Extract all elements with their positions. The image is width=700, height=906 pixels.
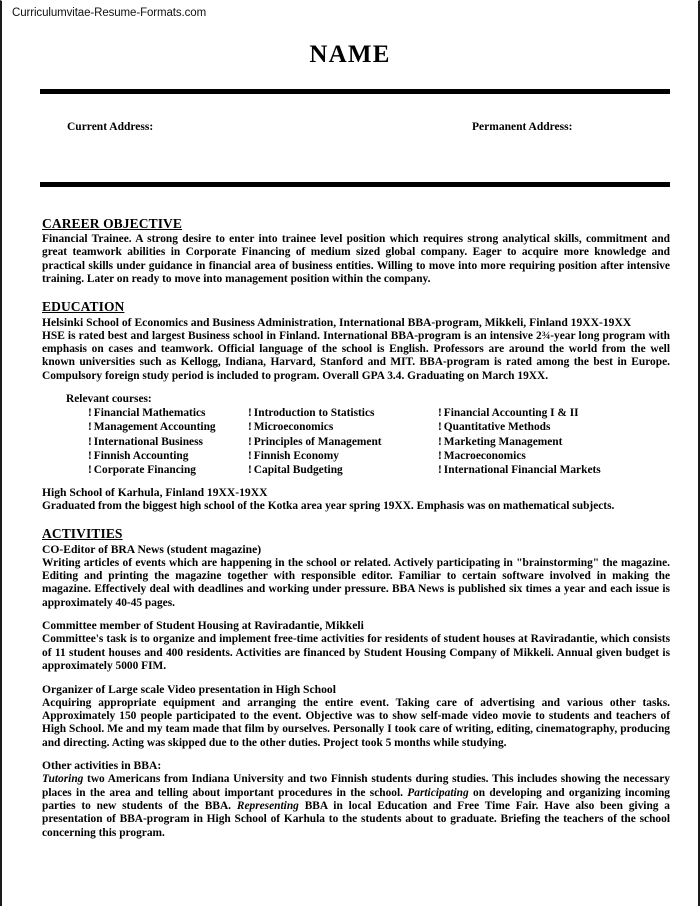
activity-title: CO-Editor of BRA News (student magazine) bbox=[42, 542, 262, 556]
other-activities-text bbox=[42, 773, 670, 840]
section-education bbox=[42, 298, 670, 514]
bullet-icon: ! bbox=[438, 449, 442, 462]
course-label: Corporate Financing bbox=[93, 464, 196, 477]
bullet-icon: ! bbox=[248, 407, 252, 420]
bullet-icon: ! bbox=[248, 464, 252, 477]
course-label: International Business bbox=[93, 435, 203, 448]
course-label: Microeconomics bbox=[253, 421, 334, 434]
high-school-line: High School of Karhula, Finland 19XX-19XX bbox=[42, 486, 268, 500]
section-career-objective bbox=[42, 215, 670, 287]
other-activities-italic-1: Tutoring bbox=[42, 773, 84, 786]
activity-item bbox=[42, 543, 670, 611]
course-label: Management Accounting bbox=[93, 421, 216, 434]
course-item bbox=[88, 435, 248, 449]
other-activities-part-1: two Americans from Indiana University and two Finnish students during studies. This includes showing the necessary places in the area and telling about important procedures in the school. bbox=[42, 773, 670, 799]
activity-body: Writing articles of events which are happening in the school or related. Actively participating in "brainstorming" the magazine. Editing and printing the magazine together with responsible editor. Familiar to certain software involved in making the magazine. Effectively deal with deadlines and working under pressure. BBA News is published six times a year and each issue is approximately 40-45 pages. bbox=[42, 556, 670, 609]
activity-body: Acquiring appropriate equipment and arranging the entire event. Taking care of advertising and various other tasks. Approximately 150 people participated to the event. Objective was to show self-made video movie to students and teachers of High School. Me and my team made that film by ourselves. Personally I took care of writing, editing, cinematography, producing and directing. Acting was skipped due to the other duties. Project took 5 months while studying. bbox=[42, 696, 670, 749]
course-item bbox=[88, 463, 248, 477]
high-school-body: Graduated from the biggest high school of the Kotka area year spring 19XX. Emphasis was on mathematical subjects. bbox=[42, 500, 615, 513]
spacer bbox=[42, 287, 670, 298]
header-rule-bottom bbox=[40, 182, 670, 187]
course-label: Macroeconomics bbox=[443, 449, 526, 462]
page-title: NAME bbox=[309, 41, 391, 68]
spacer bbox=[42, 514, 670, 525]
activity-title: Organizer of Large scale Video presentation in High School bbox=[42, 682, 336, 696]
course-item bbox=[248, 463, 438, 477]
career-objective-heading: CAREER OBJECTIVE bbox=[42, 216, 183, 231]
spacer bbox=[42, 750, 670, 759]
bullet-icon: ! bbox=[88, 421, 92, 434]
career-objective-lead: Financial Trainee. bbox=[42, 233, 132, 245]
course-item bbox=[438, 406, 670, 420]
bullet-icon: ! bbox=[88, 464, 92, 477]
education-body: HSE is rated best and largest Business school in Finland. International BBA-program is an intensive 2¾-year long program with emphasis on cases and teamwork. Official language of the school is English. Professors are around the world from the well known universities such as Kellogg, Indiana, Harvard, Stanford and MIT. BBA-program is rated among the best in Europe. Compulsory foreign study period is included to program. Overall GPA 3.4. Graduating on March 19XX. bbox=[42, 329, 670, 382]
course-item bbox=[438, 435, 670, 449]
other-activities-italic-3: Representing bbox=[236, 799, 299, 812]
spacer bbox=[42, 477, 670, 486]
course-label: Finnish Accounting bbox=[93, 449, 189, 462]
bullet-icon: ! bbox=[88, 407, 92, 420]
activities-list bbox=[42, 543, 670, 750]
education-school-line: Helsinki School of Economics and Business Administration, International BBA-program, Mikkeli, Finland 19XX-19XX bbox=[42, 315, 632, 329]
bullet-icon: ! bbox=[248, 435, 252, 448]
bullet-icon: ! bbox=[248, 449, 252, 462]
activity-item bbox=[42, 683, 670, 751]
relevant-courses-grid bbox=[88, 406, 670, 477]
activity-title: Committee member of Student Housing at Raviradantie, Mikkeli bbox=[42, 619, 364, 633]
course-item bbox=[88, 449, 248, 463]
career-objective-text bbox=[42, 233, 670, 287]
activities-heading: ACTIVITIES bbox=[42, 525, 123, 541]
course-label: Quantitative Methods bbox=[443, 421, 551, 434]
course-label: Financial Accounting I & II bbox=[443, 407, 579, 420]
bullet-icon: ! bbox=[438, 464, 442, 477]
permanent-address-label: Permanent Address: bbox=[472, 121, 573, 133]
bullet-icon: ! bbox=[88, 435, 92, 448]
course-label: Introduction to Statistics bbox=[253, 407, 375, 420]
resume-body bbox=[42, 215, 670, 840]
course-label: Capital Budgeting bbox=[253, 464, 343, 477]
activity-body: Committee's task is to organize and implement free-time activities for residents of student houses at Raviradantie, which consists of 11 student houses and 400 residents. Activities are financed by Student Housing Company of Mikkeli. Annual given budget is approximately 5000 FIM. bbox=[42, 633, 670, 673]
bullet-icon: ! bbox=[88, 449, 92, 462]
education-heading: EDUCATION bbox=[42, 298, 125, 314]
course-label: Principles of Management bbox=[253, 435, 382, 448]
relevant-courses-block bbox=[66, 393, 670, 477]
current-address-label: Current Address: bbox=[67, 121, 154, 133]
other-activities-title: Other activities in BBA: bbox=[42, 759, 162, 773]
career-objective-body: A strong desire to enter into trainee level position which requires strong analytical skills, commitment and great teamwork abilities in Corporate Financing of medium sized global company. Eager to acquire more knowledge and practical skills under guidance in financial area of business entities. Willing to move into more requiring position after intensive training. Later on ready to move into management position within the company. bbox=[42, 233, 670, 286]
course-item bbox=[248, 406, 438, 420]
relevant-courses-label: Relevant courses: bbox=[66, 393, 152, 406]
bullet-icon: ! bbox=[438, 407, 442, 420]
course-label: International Financial Markets bbox=[443, 464, 601, 477]
course-item bbox=[248, 449, 438, 463]
course-item bbox=[438, 463, 670, 477]
other-activities-part-2: on developing and organizing incoming parties to new students of the BBA. bbox=[42, 786, 670, 812]
other-activities-italic-2: Participating bbox=[407, 786, 469, 799]
course-item bbox=[248, 435, 438, 449]
site-watermark: Curriculumvitae-Resume-Formats.com bbox=[12, 7, 207, 19]
section-activities bbox=[42, 525, 670, 841]
activity-item bbox=[42, 619, 670, 673]
course-label: Finnish Economy bbox=[253, 449, 339, 462]
course-item bbox=[88, 420, 248, 434]
course-item bbox=[438, 420, 670, 434]
course-label: Marketing Management bbox=[443, 435, 563, 448]
header-rule-top bbox=[40, 89, 670, 94]
course-item bbox=[88, 406, 248, 420]
other-activities-part-3: BBA in local Education and Free Time Fair. Have also been giving a presentation of BBA-program in High School of Karhula to the students about to graduate. Briefing the teachers of the school concerning this program. bbox=[42, 799, 670, 839]
course-item bbox=[248, 420, 438, 434]
bullet-icon: ! bbox=[248, 421, 252, 434]
course-item bbox=[438, 449, 670, 463]
bullet-icon: ! bbox=[438, 435, 442, 448]
bullet-icon: ! bbox=[438, 421, 442, 434]
address-row bbox=[40, 121, 670, 139]
course-label: Financial Mathematics bbox=[93, 407, 206, 420]
